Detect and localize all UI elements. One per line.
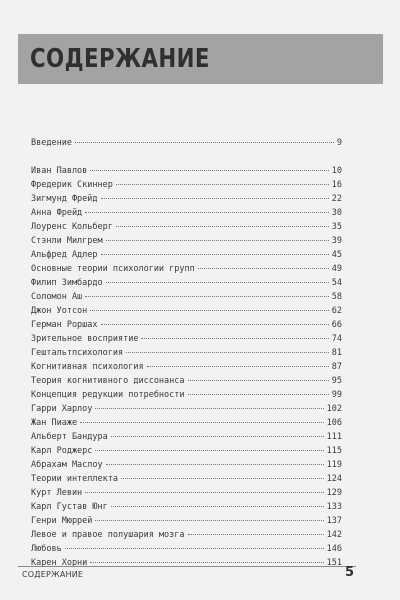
toc-entry-title: Жан Пиаже [31,418,78,428]
toc-entry-page: 124 [326,474,342,484]
dot-leader [65,548,324,549]
toc-entry-page: 142 [326,530,342,540]
running-footer: СОДЕРЖАНИЕ [22,570,84,579]
toc-entry-title: Альфред Адлер [31,250,98,260]
toc-entry-page: 49 [331,264,342,274]
dot-leader [80,422,324,423]
toc-entry-page: 133 [326,502,342,512]
toc-entry-title: Теории интеллекта [31,474,118,484]
toc-entry-title: Зигмунд Фрейд [31,194,98,204]
toc-entry-page: 22 [331,194,342,204]
toc-entry [31,556,342,570]
dot-leader [188,380,329,381]
toc-entry-title: Введение [31,138,72,148]
dot-leader [198,268,329,269]
toc-entry-page: 9 [336,138,342,148]
dot-leader [95,450,323,451]
toc-list [31,164,342,570]
toc-entry [31,234,342,248]
toc-entry-page: 95 [331,376,342,386]
toc-entry-title: Стэнли Милгрем [31,236,103,246]
toc-entry-page: 106 [326,418,342,428]
toc-entry-title: Лоуренс Кольберг [31,222,113,232]
toc-entry-page: 99 [331,390,342,400]
toc-entry-title: Карл Роджерс [31,446,93,456]
toc-entry-title: Герман Роршах [31,320,98,330]
dot-leader [106,282,329,283]
toc-entry-page: 30 [331,208,342,218]
toc-entry-page: 151 [326,558,342,568]
toc-entry [31,472,342,486]
toc-entry-page: 66 [331,320,342,330]
dot-leader [188,394,329,395]
toc-entry-page: 39 [331,236,342,246]
toc-entry-page: 87 [331,362,342,372]
toc-entry-page: 129 [326,488,342,498]
toc-entry-title: Альберт Бандура [31,432,108,442]
toc-entry [31,542,342,556]
dot-leader [101,324,329,325]
toc-entry-page: 58 [331,292,342,302]
toc-entry [31,304,342,318]
toc-entry [31,276,342,290]
toc-entry [31,262,342,276]
toc-entry-page: 10 [331,166,342,176]
toc-entry [31,402,342,416]
toc-entry-title: Джон Уотсон [31,306,88,316]
toc-entry-page: 16 [331,180,342,190]
toc-entry-page: 111 [326,432,342,442]
toc-entry-title: Гештальтпсихология [31,348,124,358]
toc-entry-title: Филип Зимбардо [31,278,103,288]
dot-leader [106,240,329,241]
toc-entry-title: Анна Фрейд [31,208,83,218]
toc-entry [31,206,342,220]
dot-leader [111,506,324,507]
toc-entry-page: 35 [331,222,342,232]
dot-leader [101,198,329,199]
toc-entry [31,178,342,192]
toc-entry-title: Карл Густав Юнг [31,502,108,512]
dot-leader [95,408,323,409]
toc-entry [31,164,342,178]
dot-leader [85,492,323,493]
dot-leader [121,478,324,479]
toc-entry [31,220,342,234]
dot-leader [90,310,328,311]
toc-entry-page: 119 [326,460,342,470]
dot-leader [85,212,329,213]
toc-entry [31,458,342,472]
toc-entry-title: Концепция редукции потребности [31,390,185,400]
toc-entry-title: Гарри Харлоу [31,404,93,414]
dot-leader [116,184,329,185]
toc-entry-title: Карен Хорни [31,558,88,568]
toc-entry [31,248,342,262]
toc-entry-title: Иван Павлов [31,166,88,176]
toc-entry-title: Любовь [31,544,62,554]
toc-entry-intro [31,136,342,150]
toc-entry-title: Теория когнитивного диссонанса [31,376,185,386]
toc-entry [31,332,342,346]
toc-entry-title: Курт Левин [31,488,83,498]
toc-entry-title: Фредерик Скиннер [31,180,113,190]
footer-rule [18,566,356,567]
toc-entry-page: 54 [331,278,342,288]
dot-leader [75,142,334,143]
toc-entry [31,318,342,332]
dot-leader [90,170,328,171]
dot-leader [147,366,329,367]
toc-entry-page: 146 [326,544,342,554]
toc-entry [31,388,342,402]
dot-leader [126,352,329,353]
toc-entry-page: 102 [326,404,342,414]
toc-entry-title: Основные теории психологии групп [31,264,195,274]
toc-entry-title: Левое и правое полушария мозга [31,530,185,540]
dot-leader [95,520,323,521]
dot-leader [85,296,329,297]
toc-entry [31,290,342,304]
toc-entry [31,416,342,430]
dot-leader [90,562,323,563]
toc-entry-page: 137 [326,516,342,526]
toc-entry [31,500,342,514]
page-title: СОДЕРЖАНИЕ [30,44,210,74]
toc-entry-page: 81 [331,348,342,358]
toc-entry-title: Абрахам Маслоу [31,460,103,470]
dot-leader [141,338,328,339]
dot-leader [101,254,329,255]
toc-entry [31,444,342,458]
toc-entry-page: 45 [331,250,342,260]
toc-entry-title: Когнитивная психология [31,362,144,372]
dot-leader [188,534,324,535]
toc-entry [31,486,342,500]
page-number: 5 [345,565,355,580]
toc-entry [31,360,342,374]
toc-entry-title: Зрительное восприятие [31,334,139,344]
toc-entry [31,514,342,528]
dot-leader [106,464,324,465]
toc-entry-title: Генри Мюррей [31,516,93,526]
toc-entry [31,430,342,444]
dot-leader [116,226,329,227]
dot-leader [111,436,324,437]
toc-entry [31,374,342,388]
toc-entry-page: 74 [331,334,342,344]
toc-entry-page: 115 [326,446,342,456]
toc-entry-title: Соломон Аш [31,292,83,302]
toc-entry [31,346,342,360]
toc-entry-page: 62 [331,306,342,316]
toc-entry [31,528,342,542]
toc-entry [31,192,342,206]
